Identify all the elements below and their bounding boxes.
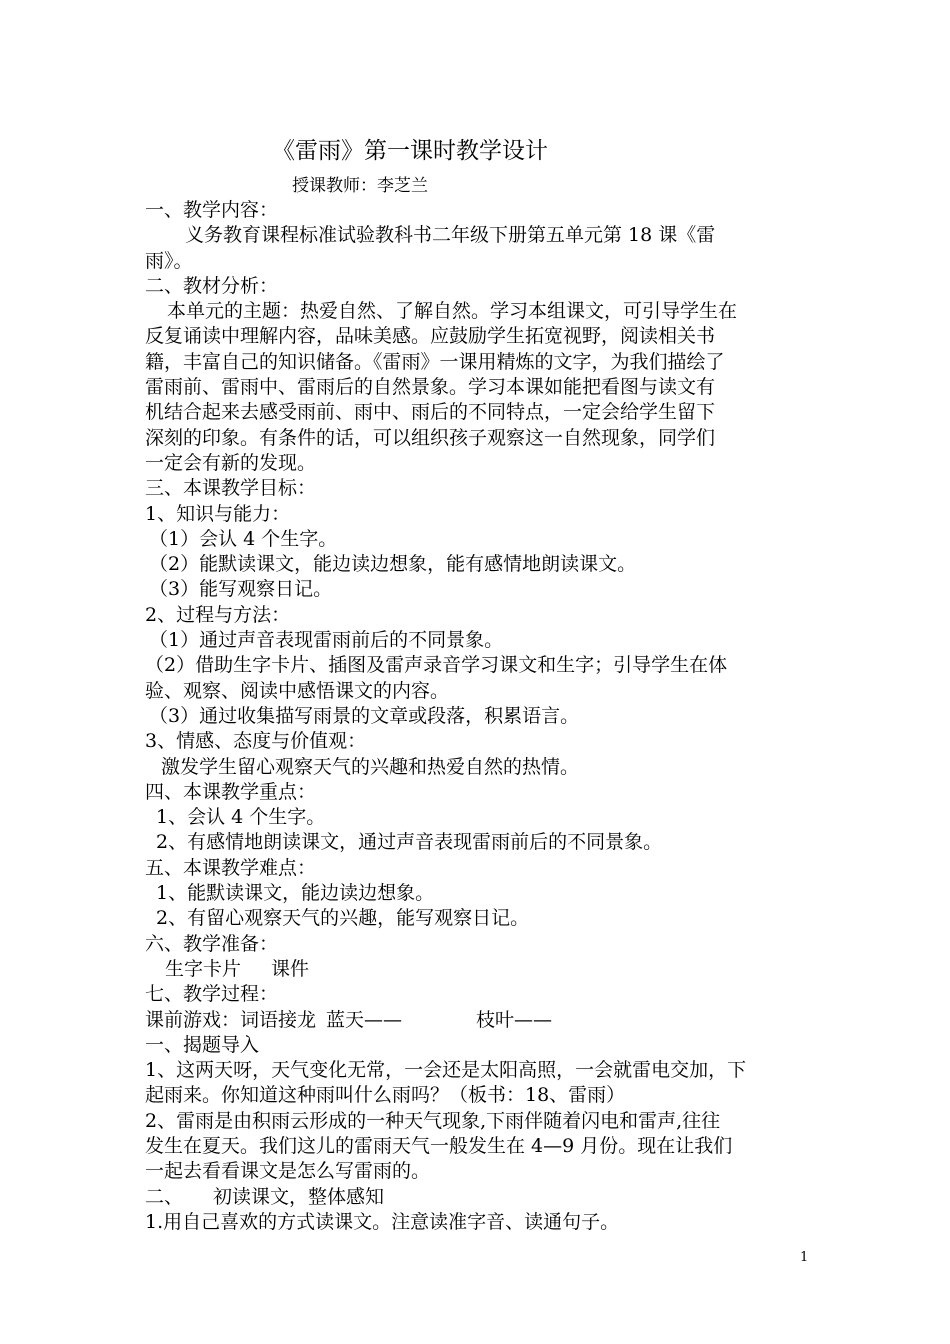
list-item: 1、会认 4 个生字。	[156, 806, 326, 829]
paragraph-line: 1、这两天呀，天气变化无常，一会还是太阳高照，一会就雷电交加，下	[145, 1059, 747, 1082]
list-item: 2、有感情地朗读课文，通过声音表现雷雨前后的不同景象。	[156, 831, 663, 854]
list-item: 2、有留心观察天气的兴趣，能写观察日记。	[156, 907, 530, 930]
list-item: 1、能默读课文，能边读边想象。	[156, 882, 435, 905]
game-word: 枝叶——	[476, 1008, 553, 1031]
subsection-heading: 1、知识与能力：	[145, 502, 291, 525]
document-body	[145, 198, 810, 1235]
preparation-item: 生字卡片	[165, 957, 242, 980]
paragraph-line: 起雨来。你知道这种雨叫什么雨吗？（板书：18、雷雨）	[145, 1084, 626, 1107]
section-heading: 五、本课教学难点：	[145, 856, 317, 879]
list-item: （2）能默读课文，能边读边想象，能有感情地朗读课文。	[149, 553, 637, 576]
step-heading-line	[145, 1185, 810, 1210]
game-label: 课前游戏：词语接龙	[145, 1008, 317, 1031]
section-heading: 六、教学准备：	[145, 932, 279, 955]
paragraph-line: 雨》。	[145, 249, 193, 272]
page-number: 1	[800, 1250, 809, 1265]
list-item: （1）会认 4 个生字。	[149, 527, 338, 550]
paragraph-line: 籍，丰富自己的知识储备。《雷雨》一课用精炼的文字，为我们描绘了	[145, 350, 725, 373]
paragraph-line: 1.用自己喜欢的方式读课文。注意读准字音、读通句子。	[145, 1210, 620, 1233]
step-title: 初读课文，整体感知	[213, 1185, 385, 1208]
paragraph-line: 激发学生留心观察天气的兴趣和热爱自然的热情。	[161, 755, 580, 778]
paragraph-line: 雷雨前、雷雨中、雷雨后的自然景象。学习本课如能把看图与读文有	[145, 376, 716, 399]
paragraph-line: 一起去看看课文是怎么写雷雨的。	[145, 1160, 431, 1183]
preparation-item: 课件	[271, 957, 310, 980]
paragraph-line: 反复诵读中理解内容，品味美感。应鼓励学生拓宽视野，阅读相关书	[145, 325, 716, 348]
subsection-heading: 2、过程与方法：	[145, 603, 291, 626]
subsection-heading: 3、情感、态度与价值观：	[145, 730, 367, 753]
teacher-line: 授课教师：李芝兰	[292, 176, 428, 196]
step-heading: 一、揭题导入	[145, 1033, 260, 1056]
game-line	[145, 1008, 810, 1033]
preparation-line	[145, 957, 810, 982]
list-item: （3）通过收集描写雨景的文章或段落，积累语言。	[149, 704, 580, 727]
paragraph-line: 机结合起来去感受雨前、雨中、雨后的不同特点，一定会给学生留下	[145, 401, 716, 424]
paragraph-line: 2、雷雨是由积雨云形成的一种天气现象,下雨伴随着闪电和雷声,往往	[145, 1109, 721, 1132]
list-item: （2）借助生字卡片、插图及雷声录音学习课文和生字；引导学生在体	[145, 654, 728, 677]
section-heading: 一、教学内容：	[145, 199, 279, 221]
list-item: （1）通过声音表现雷雨前后的不同景象。	[149, 629, 504, 652]
paragraph-line: 深刻的印象。有条件的话，可以组织孩子观察这一自然现象，同学们	[145, 426, 716, 449]
paragraph-line: 验、观察、阅读中感悟课文的内容。	[145, 679, 450, 702]
paragraph-line: 本单元的主题：热爱自然、了解自然。学习本组课文，可引导学生在	[167, 300, 738, 323]
section-heading: 三、本课教学目标：	[145, 477, 317, 500]
document-title: 《雷雨》第一课时教学设计	[272, 138, 548, 164]
step-number: 二、	[145, 1185, 184, 1208]
section-heading: 四、本课教学重点：	[145, 780, 317, 803]
section-heading: 二、教材分析：	[145, 274, 279, 297]
section-heading: 七、教学过程：	[145, 983, 279, 1006]
list-item: （3）能写观察日记。	[149, 578, 333, 601]
game-word: 蓝天——	[326, 1008, 403, 1031]
paragraph-line: 发生在夏天。我们这儿的雷雨天气一般发生在 4—9 月份。现在让我们	[145, 1134, 733, 1157]
paragraph-line: 一定会有新的发现。	[145, 451, 317, 474]
paragraph-line: 义务教育课程标准试验教科书二年级下册第五单元第 18 课《雷	[185, 224, 716, 247]
